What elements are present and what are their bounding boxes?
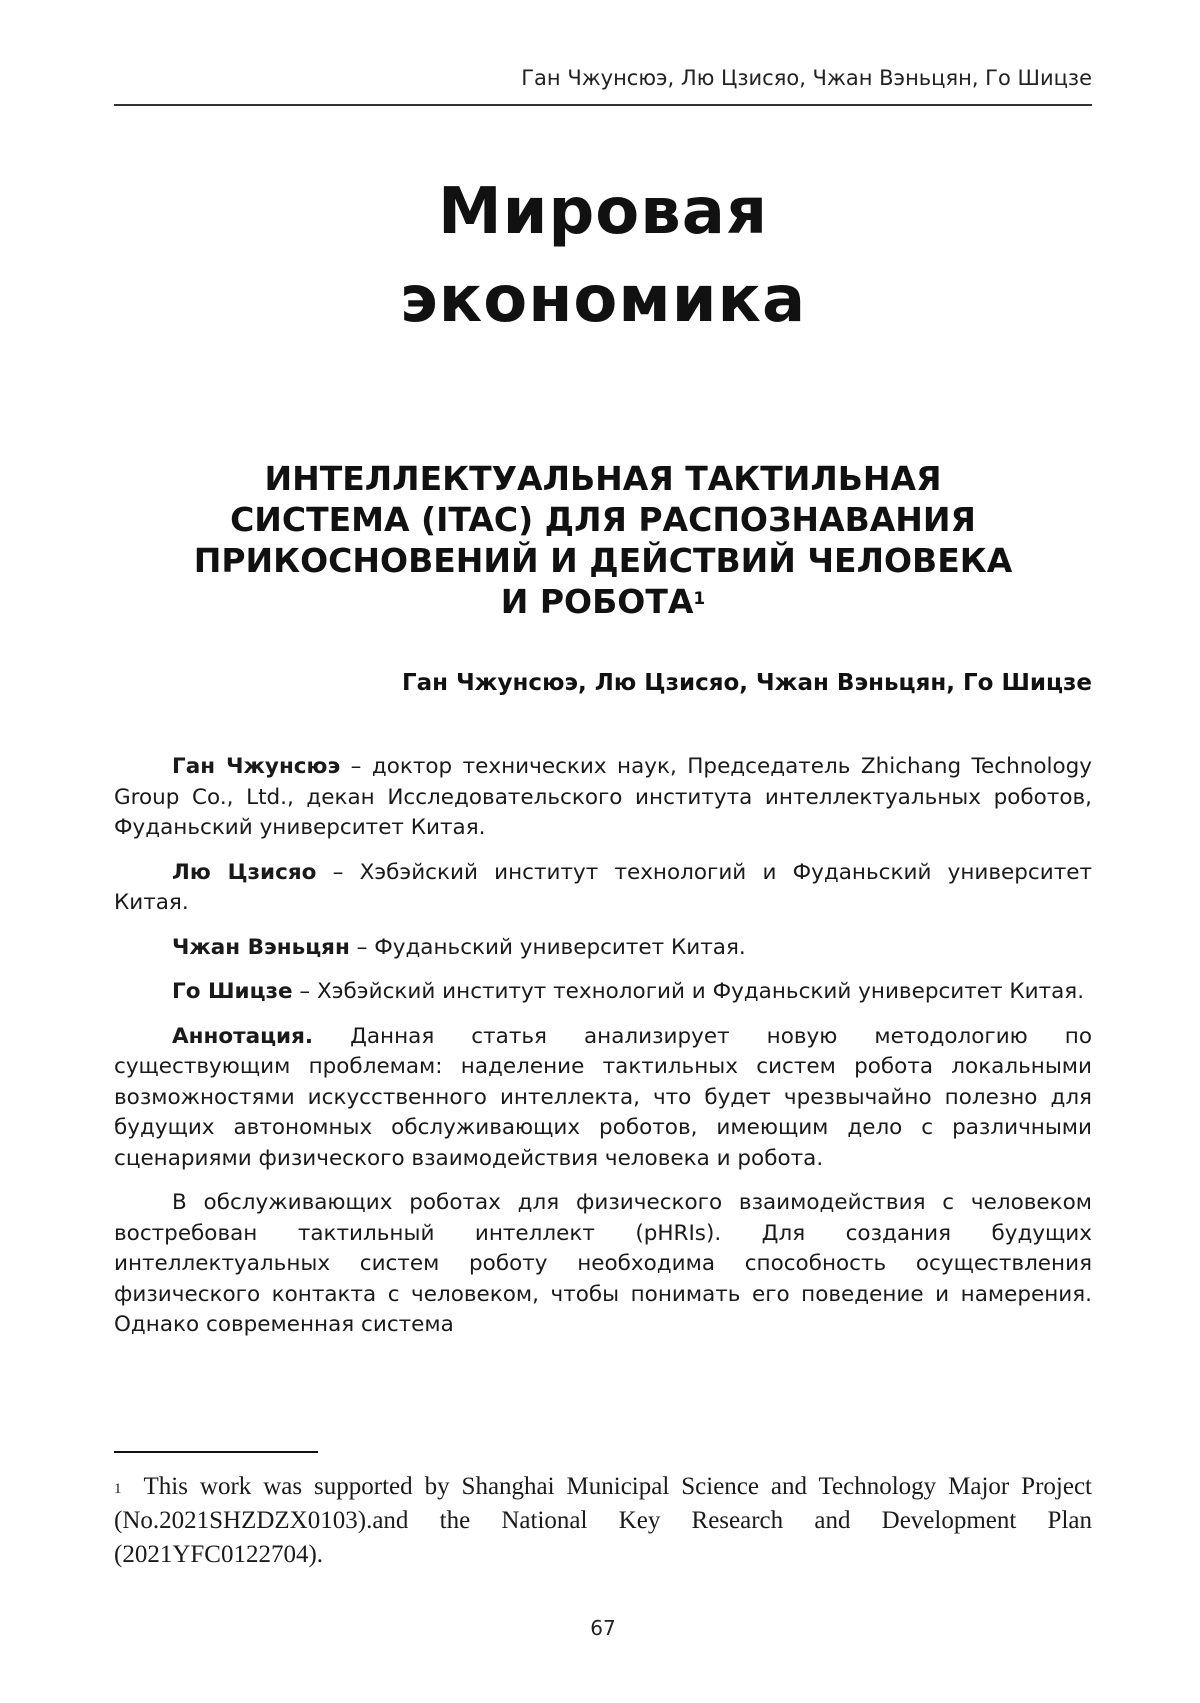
abstract-text: Данная статья анализирует новую методологию по существующим проблемам: наделение тактильных систем робота локальными возможностями искусственного интеллекта, что будет чрезвычайно полезно для будущих автономных обслуживающих роботов, имеющим дело с различными сценариями физического взаимодействия человека и робота. xyxy=(114,1023,1092,1171)
section-title-line-2: экономика xyxy=(399,263,807,337)
article-title xyxy=(114,458,1092,622)
article-title-line-2: СИСТЕМА (ITAC) ДЛЯ РАСПОЗНАВАНИЯ xyxy=(230,500,976,539)
author-bio xyxy=(114,752,1092,844)
footnote-divider xyxy=(114,1451,318,1453)
body-paragraph: В обслуживающих роботах для физического взаимодействия с человеком востребован тактильный интеллект (pHRIs). Для создания будущих интеллектуальных систем роботу необходима способность осуществления физического контакта с человеком, чтобы понимать его поведение и намерения. Однако современная система xyxy=(114,1190,1092,1337)
journal-page xyxy=(114,0,1092,1703)
author-bio xyxy=(114,858,1092,919)
author-bio xyxy=(114,977,1092,1008)
author-bio-text: – Фуданьский университет Китая. xyxy=(349,934,746,960)
authors-line: Ган Чжунсюэ, Лю Цзисяо, Чжан Вэньцян, Го Шицзе xyxy=(402,670,1092,696)
author-bio-name: Лю Цзисяо xyxy=(172,859,317,885)
abstract-label: Аннотация. xyxy=(172,1023,314,1049)
article-title-line-3: ПРИКОСНОВЕНИЙ И ДЕЙСТВИЙ ЧЕЛОВЕКА xyxy=(193,541,1013,580)
section-title-line-1: Мировая xyxy=(437,175,769,249)
article-title-line-4-text: И РОБОТА xyxy=(500,582,694,621)
footnote-text: This work was supported by Shanghai Municipal Science and Technology Major Project (No.2021SHZDZX0103).and the National Key Research and Development Plan (2021YFC0122704). xyxy=(114,1473,1092,1568)
author-bio-text: – Хэбэйский институт технологий и Фуданьский университет Китая. xyxy=(292,979,1085,1004)
footnote-mark: 1 xyxy=(114,1481,122,1497)
author-bio-name: Ган Чжунсюэ xyxy=(172,754,341,779)
page-number: 67 xyxy=(590,1616,616,1640)
author-bio-name: Чжан Вэньцян xyxy=(172,934,350,960)
section-title xyxy=(114,168,1092,344)
footnote xyxy=(114,1470,1092,1572)
article-body xyxy=(114,752,1092,1355)
footnote-reference[interactable]: 1 xyxy=(693,589,706,609)
running-head: Ган Чжунсюэ, Лю Цзисяо, Чжан Вэньцян, Го Шицзе xyxy=(521,66,1092,90)
author-bio xyxy=(114,933,1092,964)
abstract xyxy=(114,1022,1092,1175)
author-bio-name: Го Шицзе xyxy=(172,979,293,1004)
author-bio-text: – доктор технических наук, Председатель Zhichang Technology Group Co., Ltd., декан Исследовательского института интеллектуальных роботов, Фуданьский университет Китая. xyxy=(114,754,1092,840)
article-title-line-4 xyxy=(114,581,1092,622)
author-bio-text: – Хэбэйский институт технологий и Фуданьский университет Китая. xyxy=(114,859,1092,915)
header-divider xyxy=(114,104,1092,106)
article-title-line-1: ИНТЕЛЛЕКТУАЛЬНАЯ ТАКТИЛЬНАЯ xyxy=(264,459,942,498)
